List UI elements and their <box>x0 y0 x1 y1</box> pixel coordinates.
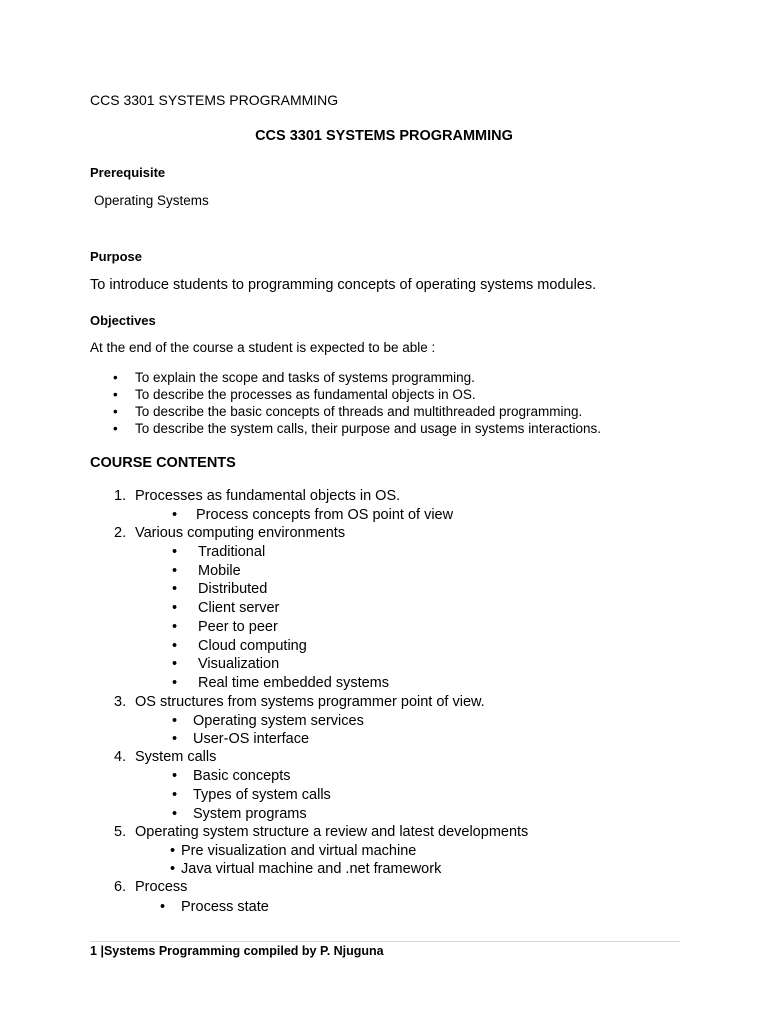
bullet-icon: • <box>170 843 176 859</box>
footer-divider <box>90 941 680 942</box>
page-number: 1 <box>90 944 97 958</box>
subtopic-text: Pre visualization and virtual machine <box>181 843 417 859</box>
subtopic-text: Process concepts from OS point of view <box>196 507 454 523</box>
bullet-icon: • <box>172 731 178 747</box>
bullet-icon: • <box>170 861 176 877</box>
objective-item <box>113 387 476 402</box>
bullet-icon: • <box>160 899 166 915</box>
subtopic-text: Cloud computing <box>198 638 307 654</box>
subtopic-item <box>172 600 279 616</box>
bullet-icon: • <box>113 370 118 385</box>
course-topic <box>114 694 485 710</box>
bullet-icon: • <box>172 787 178 803</box>
bullet-icon: • <box>113 421 118 436</box>
topic-number: 3. <box>114 694 127 710</box>
subtopic-text: Client server <box>198 600 280 616</box>
subtopic-text: Real time embedded systems <box>198 675 389 691</box>
bullet-icon: • <box>113 387 118 402</box>
course-topic <box>114 488 400 504</box>
subtopic-item <box>160 899 269 915</box>
subtopic-text: Visualization <box>198 656 280 672</box>
subtopic-item <box>172 544 265 560</box>
document-title: CCS 3301 SYSTEMS PROGRAMMING <box>255 128 513 144</box>
course-topic <box>114 824 528 840</box>
bullet-icon: • <box>172 544 178 560</box>
subtopic-text: Basic concepts <box>193 768 291 784</box>
objective-text: To describe the system calls, their purpose and usage in systems interactions. <box>135 421 601 436</box>
subtopic-item <box>172 656 279 672</box>
prerequisite-heading: Prerequisite <box>90 165 166 180</box>
purpose-heading: Purpose <box>90 249 143 264</box>
subtopic-item <box>172 619 278 635</box>
subtopic-item <box>172 507 453 523</box>
subtopic-text: Types of system calls <box>193 787 331 803</box>
bullet-icon: • <box>172 656 178 672</box>
prerequisite-text: Operating Systems <box>94 193 209 208</box>
objective-item <box>113 370 475 385</box>
subtopic-item <box>172 787 331 803</box>
topic-number: 6. <box>114 879 127 895</box>
subtopic-item <box>172 713 364 729</box>
topic-text: Process <box>135 879 188 895</box>
footer-text: Systems Programming compiled by P. Njuguna <box>103 944 384 958</box>
objective-text: To describe the basic concepts of threads and multithreaded programming. <box>135 404 583 419</box>
topic-text: Operating system structure a review and latest developments <box>135 824 529 840</box>
objective-text: To explain the scope and tasks of systems programming. <box>135 370 475 385</box>
purpose-text: To introduce students to programming concepts of operating systems modules. <box>90 277 597 293</box>
topic-number: 5. <box>114 824 127 840</box>
objective-item <box>113 421 601 436</box>
subtopic-text: Process state <box>181 899 269 915</box>
subtopic-text: Traditional <box>198 544 266 560</box>
topic-text: System calls <box>135 749 217 765</box>
topic-number: 4. <box>114 749 127 765</box>
bullet-icon: • <box>172 581 178 597</box>
bullet-icon: • <box>172 806 178 822</box>
bullet-icon: • <box>172 675 178 691</box>
subtopic-item <box>170 843 416 859</box>
subtopic-text: Peer to peer <box>198 619 278 635</box>
bullet-icon: • <box>172 507 178 523</box>
bullet-icon: • <box>172 713 178 729</box>
subtopic-text: User-OS interface <box>193 731 310 747</box>
subtopic-text: Java virtual machine and .net framework <box>181 861 442 877</box>
subtopic-item <box>172 731 309 747</box>
course-topic <box>114 525 345 541</box>
bullet-icon: • <box>172 768 178 784</box>
bullet-icon: • <box>172 563 178 579</box>
subtopic-text: Operating system services <box>193 713 364 729</box>
subtopic-item <box>170 861 441 877</box>
bullet-icon: • <box>172 638 178 654</box>
objective-text: To describe the processes as fundamental objects in OS. <box>135 387 476 402</box>
topic-number: 2. <box>114 525 127 541</box>
bullet-icon: • <box>172 619 178 635</box>
topic-text: OS structures from systems programmer point of view. <box>135 694 485 710</box>
bullet-icon: • <box>172 600 178 616</box>
course-topic <box>114 879 187 895</box>
subtopic-item <box>172 675 389 691</box>
subtopic-item <box>172 638 307 654</box>
bullet-icon: • <box>113 404 118 419</box>
objectives-heading: Objectives <box>90 313 156 328</box>
subtopic-item <box>172 563 241 579</box>
topic-number: 1. <box>114 488 127 504</box>
running-header: CCS 3301 SYSTEMS PROGRAMMING <box>90 92 339 108</box>
course-topic <box>114 749 216 765</box>
footer-separator: | <box>100 944 104 958</box>
subtopic-item <box>172 806 307 822</box>
topic-text: Processes as fundamental objects in OS. <box>135 488 401 504</box>
subtopic-text: Distributed <box>198 581 268 597</box>
topic-text: Various computing environments <box>135 525 346 541</box>
objective-item <box>113 404 582 419</box>
subtopic-item <box>172 768 291 784</box>
subtopic-item <box>172 581 267 597</box>
course-contents-heading: COURSE CONTENTS <box>90 455 236 471</box>
subtopic-text: System programs <box>193 806 307 822</box>
objectives-intro: At the end of the course a student is expected to be able : <box>90 340 436 355</box>
subtopic-text: Mobile <box>198 563 241 579</box>
page-footer <box>90 944 384 958</box>
